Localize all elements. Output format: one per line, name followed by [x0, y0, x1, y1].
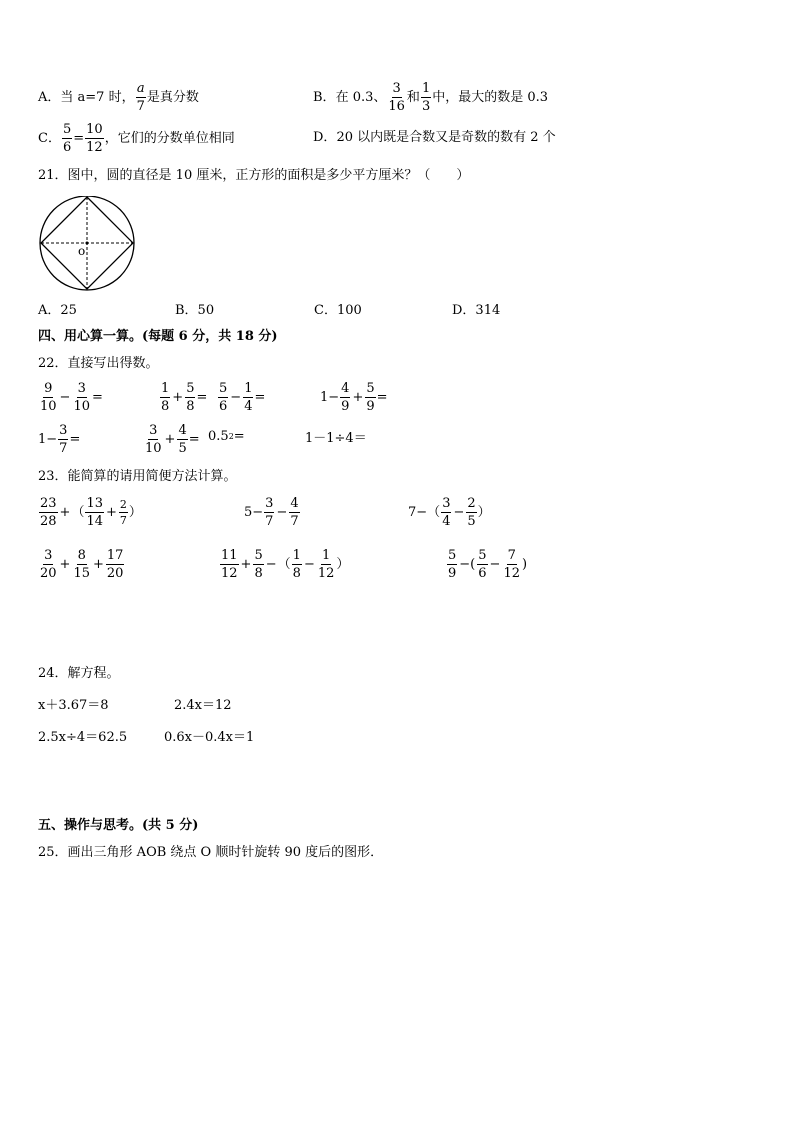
- calc-expression: $\frac{1}{8}$ + $\frac{5}{8}$ =: [161, 380, 208, 414]
- calc-expression: $\frac{5}{6}$ − $\frac{1}{4}$ =: [219, 380, 266, 414]
- fraction: $\frac{3}{16}$: [388, 80, 405, 114]
- equation: x＋3.67＝8: [38, 698, 109, 713]
- calc-expression: 7− （ $\frac{3}{4}$ − $\frac{2}{5}$ ）: [408, 495, 491, 529]
- question-21: 21．图中，圆的直径是 10 厘米，正方形的面积是多少平方厘米？（ ）: [38, 168, 470, 183]
- calc-expression: $\frac{3}{20}$ + $\frac{8}{15}$ + $\frac{17}{20}$: [40, 547, 124, 581]
- equation: 2.5x÷4＝62.5: [38, 730, 128, 745]
- question-24: 24．解方程。: [38, 666, 120, 681]
- calc-expression: $\frac{3}{10}$ + $\frac{4}{5}$ =: [145, 422, 200, 456]
- center-label: o: [78, 244, 86, 258]
- fraction: $\frac{10}{12}$: [86, 121, 103, 155]
- calc-expression: 1－1÷4＝: [305, 431, 367, 446]
- option-b: B． 在 0.3、 $\frac{3}{16}$ 和 $\frac{1}{3}$ 中，最大的数是 0.3: [313, 80, 549, 114]
- calc-expression: 1− $\frac{4}{9}$ + $\frac{5}{9}$ =: [320, 380, 388, 414]
- calc-expression: $\frac{23}{28}$ + （ $\frac{13}{14}$ + $\frac{2}{7}$ ）: [40, 495, 142, 529]
- circle-square-figure: [38, 196, 138, 292]
- equation: 2.4x＝12: [174, 698, 232, 713]
- equation: 0.6x－0.4x＝1: [164, 730, 255, 745]
- calc-expression: 5− $\frac{3}{7}$ − $\frac{4}{7}$: [244, 495, 299, 529]
- question-22: 22．直接写出得数。: [38, 356, 159, 371]
- option-c: C．100: [314, 303, 362, 318]
- section-4-title: 四、用心算一算。(每题 6 分，共 18 分): [38, 329, 278, 344]
- calc-expression: 0.5 2 =: [208, 429, 245, 444]
- question-25: 25．画出三角形 AOB 绕点 O 顺时针旋转 90 度后的图形．: [38, 845, 384, 860]
- calc-expression: $\frac{5}{9}$ −( $\frac{5}{6}$ − $\frac{7}{12}$ ): [448, 547, 528, 581]
- calc-expression: $\frac{11}{12}$ + $\frac{5}{8}$ − （ $\frac{1}{8}$ − $\frac{1}{12}$ ）: [221, 547, 350, 581]
- fraction: $\frac{1}{3}$: [421, 80, 431, 114]
- option-a: A．25: [38, 303, 77, 318]
- calc-expression: 1− $\frac{3}{7}$ =: [38, 422, 81, 456]
- calc-expression: $\frac{9}{10}$ − $\frac{3}{10}$ =: [40, 380, 103, 414]
- option-c: C． $\frac{5}{6}$ = $\frac{10}{12}$ ，它们的分数单位相同: [38, 121, 235, 155]
- option-b: B．50: [175, 303, 215, 318]
- option-a: A． 当 a=7 时， $\frac{a}{7}$ 是真分数: [38, 80, 199, 114]
- option-d: D． 20 以内既是合数又是奇数的数有 2 个: [313, 130, 556, 145]
- fraction: $\frac{a}{7}$: [136, 80, 145, 114]
- fraction: $\frac{5}{6}$: [62, 121, 72, 155]
- question-23: 23．能简算的请用简便方法计算。: [38, 469, 237, 484]
- option-d: D．314: [452, 303, 501, 318]
- section-5-title: 五、操作与思考。(共 5 分): [38, 818, 199, 833]
- center-point: [86, 242, 89, 245]
